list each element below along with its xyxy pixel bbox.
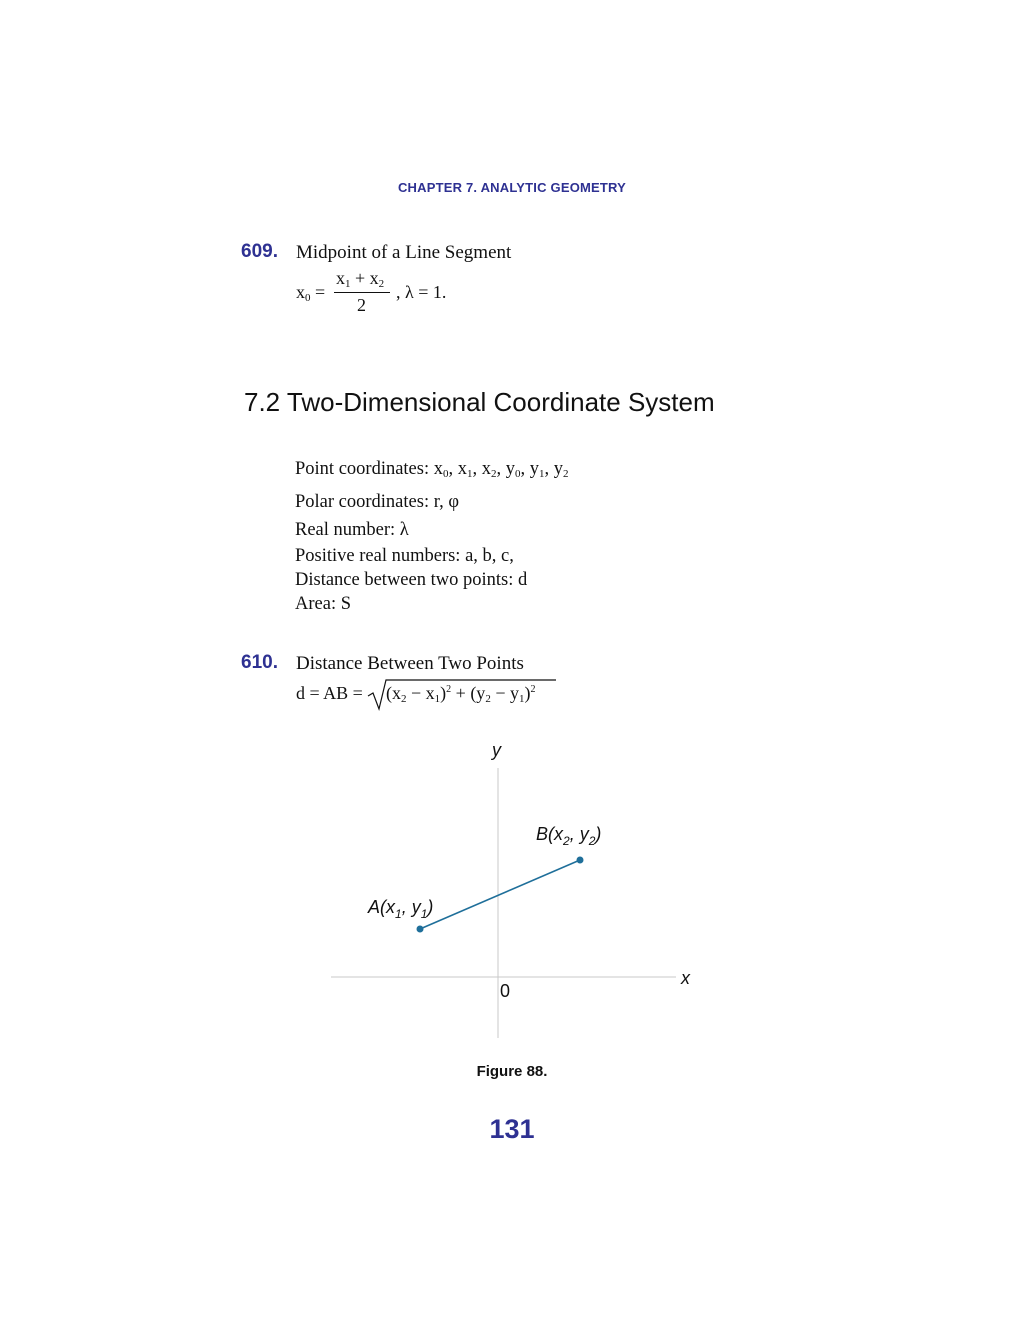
formula-lhs-sub: 0	[305, 292, 311, 304]
x-axis-label: x	[681, 968, 690, 988]
numerator-b: x	[369, 268, 379, 288]
notation-positive: Positive real numbers: a, b, c,	[295, 546, 514, 566]
point-b	[577, 857, 584, 864]
numerator-a-sub: 1	[345, 278, 351, 290]
term1-close: )	[440, 683, 447, 703]
numerator-b-sub: 2	[378, 278, 385, 290]
term2-open: (y	[470, 683, 486, 703]
y-axis-label: y	[492, 740, 501, 760]
notation-distance: Distance between two points: d	[295, 570, 528, 590]
term1-square: 2	[446, 684, 452, 695]
point-coordinates-label: Point coordinates:	[295, 459, 430, 479]
point-b-y-sub: 2	[588, 834, 596, 848]
entry-609-number: 609.	[241, 241, 278, 262]
page-number: 131	[489, 1114, 535, 1144]
distance-prefix: d = AB =	[296, 683, 363, 703]
figure-caption: Figure 88.	[476, 1063, 548, 1080]
origin-label: 0	[500, 981, 511, 1001]
var-y0: y	[505, 459, 515, 479]
formula-equals: =	[315, 282, 326, 302]
point-a-y-sub: 1	[420, 907, 428, 921]
point-b-label: $B(x_2$, $y_2$)	[536, 824, 602, 848]
point-a	[417, 926, 424, 933]
var-y2: y	[553, 459, 563, 479]
var-x0: x	[433, 459, 443, 479]
entry-609-title: Midpoint of a Line Segment	[296, 242, 512, 263]
var-x0-sub: 0	[442, 468, 449, 480]
terms-plus: +	[451, 683, 471, 703]
var-x2-sub: 2	[490, 468, 497, 480]
segment-ab	[420, 860, 580, 929]
var-x1: x	[457, 459, 467, 479]
var-x1-sub: 1	[466, 468, 473, 480]
entry-610-number: 610.	[241, 652, 278, 673]
notation-area: Area: S	[295, 594, 351, 614]
term2-close: )	[524, 683, 531, 703]
notation-real: Real number: λ	[295, 520, 409, 540]
var-x2: x	[481, 459, 491, 479]
notation-polar: Polar coordinates: r, φ	[295, 492, 460, 512]
numerator-a: x	[336, 268, 345, 288]
point-a-x-sub: 1	[395, 907, 402, 921]
term2-sub-a: 2	[485, 693, 491, 705]
denominator: 2	[357, 295, 366, 315]
var-y0-sub: 0	[514, 468, 521, 480]
var-y1-sub: 1	[538, 468, 545, 480]
numerator-plus: +	[355, 268, 366, 288]
term1-mid: − x	[406, 683, 435, 703]
term2-square: 2	[530, 684, 536, 695]
point-vars: $x_0$, $x_1$, $x_2$, $y_0$, $y_1$, $y_2$	[433, 459, 569, 480]
term1-open: (x	[386, 683, 401, 703]
formula-lhs: x	[296, 282, 305, 302]
point-b-x: x	[554, 824, 564, 844]
var-y1: y	[529, 459, 539, 479]
point-a-label: $A(x_1$, $y_1$)	[368, 897, 434, 921]
point-b-x-sub: 2	[563, 834, 570, 848]
term1-sub-b: 1	[434, 693, 441, 705]
var-y2-sub: 2	[562, 468, 569, 480]
point-b-y: y	[579, 824, 589, 844]
point-a-x: x	[386, 897, 396, 917]
chapter-header: CHAPTER 7. ANALYTIC GEOMETRY	[397, 180, 627, 195]
point-b-name: B	[536, 824, 549, 844]
term1-sub-a: 2	[401, 693, 407, 705]
term2-mid: − y	[490, 683, 519, 703]
term2-sub-b: 1	[518, 693, 525, 705]
entry-610-title: Distance Between Two Points	[296, 653, 524, 674]
formula-tail: , λ = 1.	[396, 282, 447, 302]
point-a-name: A	[368, 897, 381, 917]
section-title: 7.2 Two-Dimensional Coordinate System	[244, 387, 715, 417]
point-a-y: y	[411, 897, 421, 917]
